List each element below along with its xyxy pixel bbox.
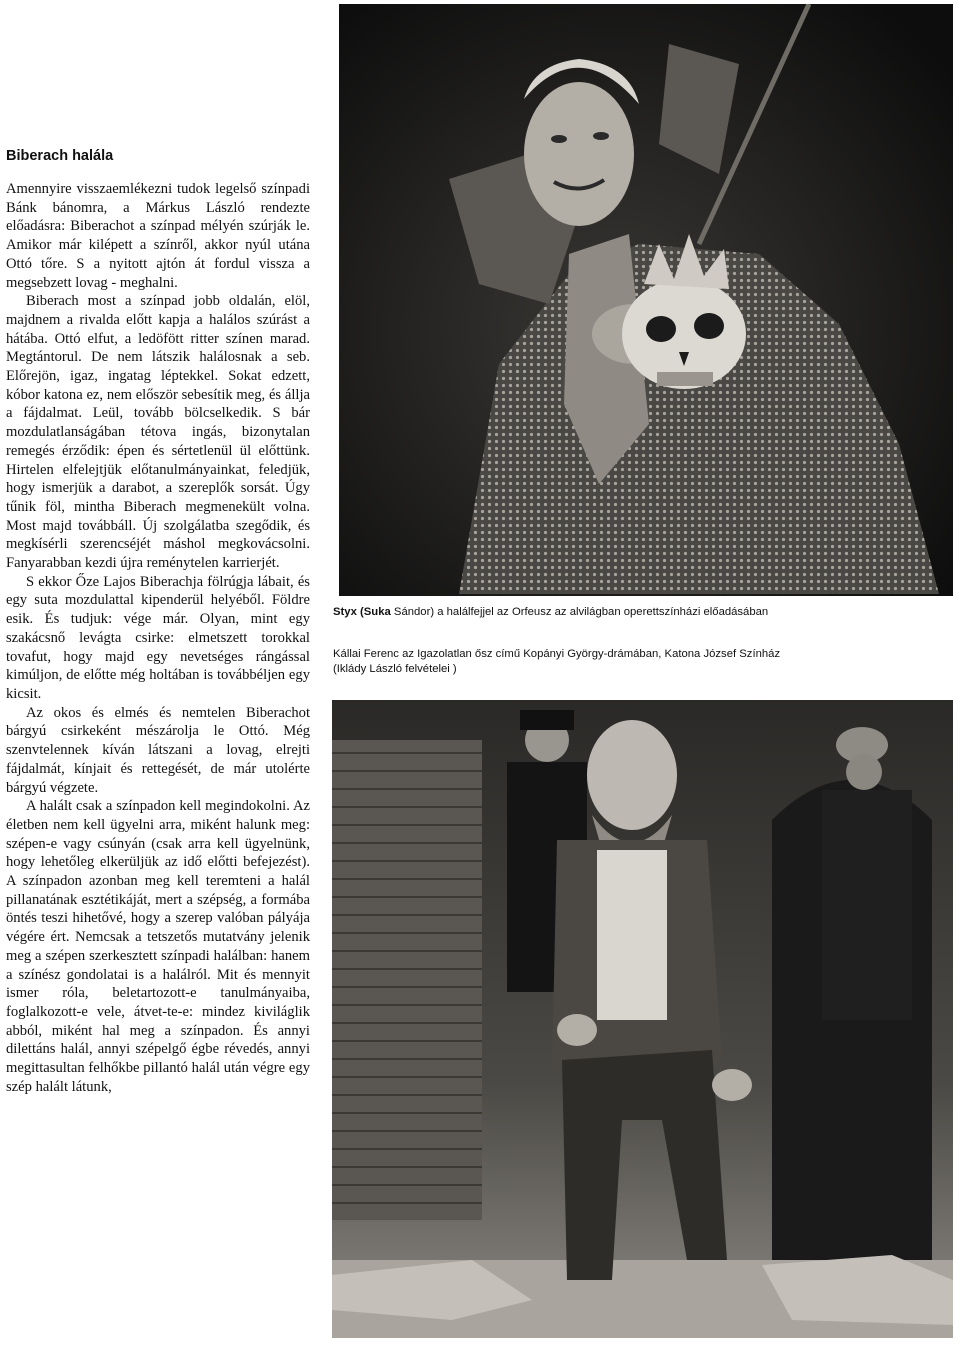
article-paragraph: S ekkor Őze Lajos Biberachja fölrúgja lábait, és egy suta mozdulattal kipenderül helyéből. Földre esik. És tudjuk: vége már. Olyan, mint egy szakácsnő levágta csirke: elmetszett torokkal tovafut, hogy majd egy nevetséges rángással kimúljon, de előtte még holtában is továbbéljen egy kicsit. [6, 573, 310, 702]
stage-scene-photo [332, 700, 953, 1338]
article-paragraph: Az okos és elmés és nemtelen Biberachot bárgyú csirkeként mészárolja le Ottó. Még szenvtelennek kíván látszani a lovag, elrejti fájdalmát, kínjait és rettegését, de már utolérte bárgyú végzete. [6, 704, 310, 796]
caption-bold-text: Styx (Suka [333, 606, 391, 618]
caption-credit: (Iklády László felvételei ) [333, 663, 457, 675]
caption-text: Kállai Ferenc az Igazolatlan ősz című Kopányi György-drámában, Katona József Színház [333, 648, 781, 660]
article-body [6, 180, 310, 1096]
caption-text: Sándor) a halálfejjel az Orfeusz az alvilágban operettszínházi előadásában [390, 606, 769, 618]
article-paragraph: Biberach most a színpad jobb oldalán, elöl, majdnem a rivalda előtt kapja a halálos szúrást a hátába. Ottó elfut, a ledöfött ritter színen marad. Megtántorul. De nem látszik halálosnak a seb. Előrejön, igaz, ingatag léptekkel. Sokat edzett, kóbor katona ez, nem először sebesítik meg, és állja a fájdalmat. Leül, tovább bölcselkedik. S bár mozdulatlanságában tétova ingás, bizonytalan remegés érződik: épen és sértetlenül ül előttünk. Hirtelen elfelejtjük előtanulmányainkat, feledjük, hogy ismerjük a darabot, a szereplők sorsát. Úgy tűnik föl, mintha Biberach megmenekült volna. Most majd továbbáll. Új szolgálatba szegődik, és megkísérli szerencséjét máshol megkovácsolni. Fanyarabban kezdi újra reménytelen karrierjét. [6, 293, 310, 572]
actor-with-skull-photo [339, 4, 953, 596]
photo-caption-1 [333, 605, 953, 620]
article-paragraph: Amennyire visszaemlékezni tudok legelső színpadi Bánk bánomra, a Márkus László rendezte előadásra: Biberachot a színpad mélyén szúrják le. Amikor már kilépett a színről, akkor nyúl utána Ottó tőre. S a nyitott ajtón át fordul vissza a megsebzett lovag - meghalni. [6, 181, 310, 291]
photo-caption-2 [333, 647, 953, 677]
article-paragraph: A halált csak a színpadon kell megindokolni. Az életben nem kell ügyelni arra, miként halunk meg: szépen-e vagy csúnyán (csak arra kell ügyelnünk, hogy lehetőleg elkerüljük az idő előtti befejezést). A színpadon azonban meg kell teremteni a halál pillanatának esztétikáját, mert a szépség, a formába öntés teszi hihetővé, hogy a szerep valóban pályája végére ért. Nemcsak a tetszetős mutatvány jelenik meg a szépen szerkesztett színpadi halálban: hanem a színész gondolatai is a halálról. Mit és mennyit ismer róla, beletartozott-e tanulmányaiba, foglalkozott-e vele, átvet-te-e: mindez kiviláglik abból, miként hal meg a színpadon. És annyi dilettáns halál, annyi szépelgő égbe révedés, annyi megittasultan felhőkbe pillantó halál után végre egy szép halált látunk, [6, 798, 310, 1095]
article-title: Biberach halála [6, 148, 114, 164]
